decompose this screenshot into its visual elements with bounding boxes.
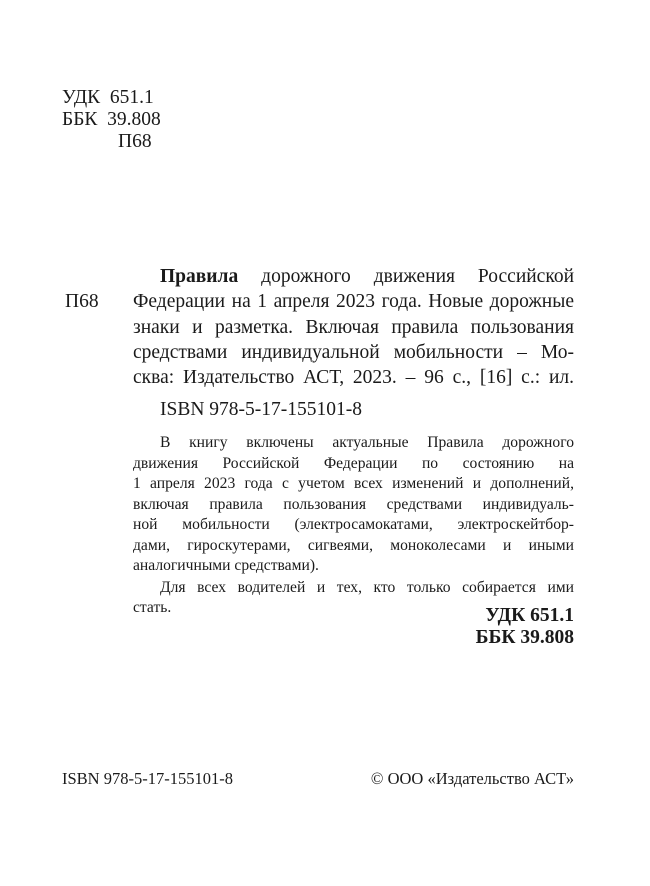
annotation-line: Для всех водителей и тех, кто только собирается ими xyxy=(160,579,574,596)
udk-classification: УДК 651.1 xyxy=(485,605,574,626)
annotation-line: аналогичными средствами). xyxy=(133,557,319,574)
bbk-label: ББК xyxy=(62,109,98,130)
isbn: ISBN 978-5-17-155101-8 xyxy=(160,399,363,420)
biblio-line-1 xyxy=(160,266,574,288)
title-bold: Правила xyxy=(160,266,239,287)
udk-value: 651.1 xyxy=(109,87,154,108)
biblio-line-3: знаки и разметка. Включая правила пользования xyxy=(133,317,574,338)
annotation-line: В книгу включены актуальные Правила дорожного xyxy=(160,434,574,451)
bbk-header xyxy=(62,109,161,131)
bbk-classification: ББК 39.808 xyxy=(475,627,574,648)
udk-label: УДК xyxy=(62,87,101,108)
biblio-line-5: сква: Издательство АСТ, 2023. – 96 с., [16] с.: ил. xyxy=(133,367,574,388)
annotation-line: 1 апреля 2023 года с учетом всех изменений и дополнений, xyxy=(133,475,574,492)
author-mark: П68 xyxy=(65,291,99,312)
udk-header xyxy=(62,87,154,109)
annotation-line: стать. xyxy=(133,599,172,616)
biblio-line-2: Федерации на 1 апреля 2023 года. Новые дорожные xyxy=(133,291,574,312)
annotation-line: дами, гироскутерами, сигвеями, моноколесами и иными xyxy=(133,537,574,554)
annotation-line: ной мобильности (электросамокатами, электроскейтбор- xyxy=(133,516,574,533)
biblio-line-4: средствами индивидуальной мобильности – Мо- xyxy=(133,342,574,363)
author-mark-header: П68 xyxy=(118,131,152,152)
annotation-line: включая правила пользования средствами индивидуаль- xyxy=(133,496,574,513)
copyright: © ООО «Издательство АСТ» xyxy=(370,769,574,788)
biblio-text: дорожного движения Российской xyxy=(261,266,575,287)
bbk-value: 39.808 xyxy=(107,109,161,130)
annotation-line: движения Российской Федерации по состоянию на xyxy=(133,455,574,472)
footer-isbn: ISBN 978-5-17-155101-8 xyxy=(62,769,233,788)
